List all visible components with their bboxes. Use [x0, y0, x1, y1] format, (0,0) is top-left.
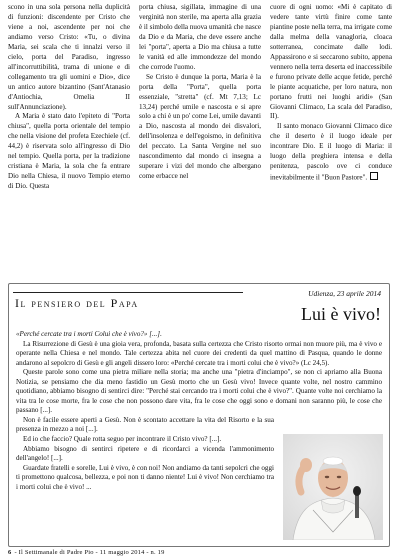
- box-paragraph-6: Abbiamo bisogno di sentirci ripetere e di ricordarci a vicenda l'ammonimento dell'angelo! [...].: [16, 444, 274, 463]
- col2-paragraph-1: porta chiusa, sigillata, immagine di una verginità non sterile, ma aperta alla grazia è il simbolo della nuova umanità che nasce da Dio e da Maria, che deve essere anche lei "porta", aperta a Dio ma chiusa a tutte le vanità ed alle immondezze del mondo che corrode l'uomo.: [139, 3, 261, 71]
- col1-paragraph-1: scono in una sola persona nella duplicità di funzioni: discendente per Cristo che viene a noi, ascendente per noi che andiamo verso Cristo: «Tu, o divina Maria, sei scala che ti innalzi verso il cielo, porta del Paradiso, ingresso all'incorruttibilità, trama di unione e di collegamento tra gli uomini e Dio», dice un antico autore bizantino (Sant'Atanasio d'Antiochia, Omelia II sull'Annunciazione).: [8, 3, 130, 111]
- box-paragraph-7: Guardate fratelli e sorelle, Lui è vivo, è con noi! Non andiamo da tanti sepolcri che oggi ti promettono qualcosa, bellezza, e poi non ti danno niente! Lui è vivo! Non cerchiamo tra i morti colui che è vivo! ...: [16, 463, 274, 491]
- box-paragraph-2: La Risurrezione di Gesù è una gioia vera, profonda, basata sulla certezza che Cristo risorto ormai non muore più, ma è vivo e operante nella Chiesa e nel mondo. Tale certezza abita nel cuore dei credenti da quel mattino di Pasqua, quando le donne andarono al sepolcro di Gesù e gli angeli dissero loro: «Perché cercate tra i morti colui che è vivo?» (Lc 24,5).: [16, 339, 382, 367]
- pope-photo-image: [283, 434, 383, 540]
- top-article-columns: [8, 3, 392, 279]
- end-of-article-icon: [370, 172, 378, 180]
- column-2: [139, 3, 261, 279]
- pope-photo: [283, 434, 383, 540]
- column-1: [8, 3, 130, 279]
- page-number: 6: [8, 549, 12, 556]
- box-paragraph-4: Non è facile essere aperti a Gesù. Non è scontato accettare la vita del Risorto e la sua presenza in mezzo a noi [...].: [16, 415, 274, 434]
- box-paragraph-1: «Perché cercate tra i morti Colui che è vivo?» [...].: [16, 330, 162, 338]
- footer-text: - Il Settimanale di Padre Pio - 11 maggio 2014 - n. 19: [14, 549, 165, 556]
- pope-thought-box: [8, 283, 390, 547]
- section-divider: [13, 292, 243, 293]
- dateline: Udienza, 23 aprile 2014: [308, 289, 381, 298]
- headline: Lui è vivo!: [301, 304, 381, 324]
- col3-paragraph-2-text: Il santo monaco Giovanni Climaco dice che il deserto è il luogo ideale per incontrare Dio. E il luogo di Maria: il luogo della preghiera intensa e della penitenza, pascolo ove ci conduce inevitabilmente il "Buon Pastore".: [270, 122, 392, 182]
- column-3: [270, 3, 392, 279]
- page-footer: [8, 549, 392, 556]
- col2-paragraph-2: Se Cristo è dunque la porta, Maria è la porta della "Porta", quella porta essenziale, "stretta" (cf. Mt 7,13; Lc 13,24) perché umile e nascosta e si apre solo a chi è un po' come Lei, umile davanti a Dio, nascosta al mondo dei disvalori, dell'insolenza e dell'egoismo, in definitiva del peccato. La Santa Vergine nel suo nascondimento dal mondo ci insegna a superare i vizi del mondo che albergano come erbacce nel: [139, 72, 261, 181]
- col1-paragraph-2: A Maria è stato dato l'epiteto di "Porta chiusa", quella porta orientale del tempio che nella visione del profeta Ezechiele (cf. 44,2) è riservata solo all'ingresso di Dio nel tempio. Quella porta, per la tradizione cristiana è Maria, la sola che fa entrare Dio nella Chiesa, il nuovo Tempio eterno di Dio. Questa: [8, 112, 130, 191]
- box-paragraph-3: Queste parole sono come una pietra miliare nella storia; ma anche una "pietra d'inciampo", se non ci apriamo alla Buona Notizia, se pensiamo che dia meno fastidio un Gesù morto che un Gesù vivo! Invece quante volte, nel nostro cammino quotidiano, abbiamo bisogno di sentirci dire: "Perché stai cercando tra i morti colui che è vivo?". Quante volte noi cerchiamo la vita tra le cose morte, fra le cose che non possono dare vita, fra le cose che oggi sono e domani non saranno più, le cose che passano [...].: [16, 368, 382, 415]
- box-paragraph-5: Ed io che faccio? Quale rotta seguo per incontrare il Cristo vivo? [...].: [23, 435, 222, 444]
- section-title: Il pensiero del Papa: [15, 296, 139, 310]
- col3-paragraph-1: cuore di ogni uomo: «Mi è capitato di vedere tante virtù finire come tante piantine poste nella terra, ma irrigate come dalla melma della vanagloria, cloaca sotterranea, concimate dalle lodi. Appassirono e si seccarono subito, appena vennero nella terra deserta ed inaccessibile e furono private delle acque fetide, perché le piante acquatiche, per loro natura, non portano frutti nei luoghi aridi» (San Giovanni Climaco, La scala del Paradiso, II).: [270, 3, 392, 121]
- col3-paragraph-2: [270, 122, 392, 183]
